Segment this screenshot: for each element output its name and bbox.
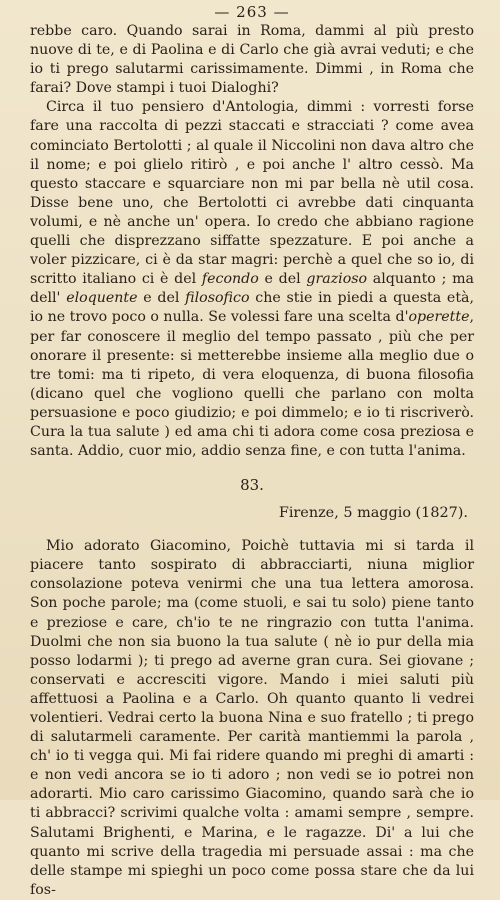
letter-number: 83.: [240, 476, 264, 495]
letter-body: Mio adorato Giacomino, Poichè tuttavia mi si tarda il piacere tanto sospirato di abbracciarti, niuna miglior consolazione poteva venirmi che una tua lettera amorosa. Son poche parole; ma (come stuoli, e sai tu solo) piene tanto e preziose e care, ch'io te ne ringrazio con tutta l'anima. Duolmi che non sia buono la tua salute ( nè io pur della mia posso lodarmi ); ti prego ad averne gran cura. Sei giovane ; conservati e accresciti vigore. Mando i miei saluti più affettuosi a Paolina e a Carlo. Oh quanto quanto li vedrei volentieri. Vedrai certo la buona Nina e suo fratello ; ti prego di salutarmeli caramente. Per carità mantiemmi la parola , ch' io ti vegga qui. Mi fai ridere quando mi preghi di amarti : e non vedi ancora se io ti adoro ; non vedi se io potrei non adorarti. Mio caro carissimo Giacomino, quando sarà che io ti abbracci? scrivimi qualche volta : amami sempre , sempre. Salutami Brighenti, e Marina, e le ragazze. Di' a lui che quanto mi scrive della tragedia mi persuade assai : ma che delle stampe mi spieghi un poco come possa stare che da lui fos-: [30, 538, 474, 898]
page-number: — 263 —: [214, 3, 290, 21]
text-run: e del: [137, 290, 186, 307]
text-run: e del: [258, 271, 307, 288]
paragraph-closing-request: rebbe caro. Quando sarai in Roma, dammi al più presto nuove di te, e di Paolina e di Carlo che già avrai veduti; e che io ti prego salutarmi carissimamente. Dimmi , in Roma che farai? Dove stampi i tuoi Dialoghi?: [30, 23, 474, 97]
text-run: alquanto ; ma dell': [30, 271, 474, 307]
italic-word-fecondo: fecondo: [201, 271, 259, 288]
text-run: che stie in piedi a questa età, io ne trovo poco o nulla. Se volessi fare una scelta d': [30, 290, 474, 326]
text-run: , per far conoscere il meglio del tempo passato , più che per onorare il presente: si metterebbe insieme alla meglio due o tre tomi: ma ti ripeto, di vera eloquenza, di buona filosofia (dicano quel che vogliono quelli che parlano con molta persuasione e poco giudizio; e poi dimmelo; e io ti riscriverò. Cura la tua salute ) ed ama chi ti adora come cosa preziosa e santa. Addio, cuor mio, addio senza fine, e con tutta l'anima.: [30, 309, 474, 460]
italic-word-operette: operette: [408, 309, 470, 326]
italic-word-grazioso: grazioso: [306, 271, 368, 288]
text-run: Circa il tuo pensiero d'Antologia, dimmi : vorresti forse fare una raccolta di pezzi staccati e stracciati ? come avea cominciato Bertolotti ; al quale il Niccolini non dava altro che il nome; e poi glielo ritirò , e poi anche l' altro cessò. Ma questo staccare e squarciare non mi par bella nè util cosa. Disse bene uno, che Bertolotti ci avrebbe dati cinquanta volumi, e nè anche un' opera. Io credo che abbiano ragione quelli che disprezzano siffatte spezzature. E poi anche a voler pizzicare, ci è da star magri: perchè a quel che so io, di scritto italiano ci è del: [30, 99, 474, 288]
letter-dateline: Firenze, 5 maggio (1827).: [278, 505, 468, 522]
italic-word-eloquente: eloquente: [66, 290, 138, 307]
paragraph-antologia: [30, 98, 474, 461]
italic-word-filosofico: filosofico: [185, 290, 250, 307]
